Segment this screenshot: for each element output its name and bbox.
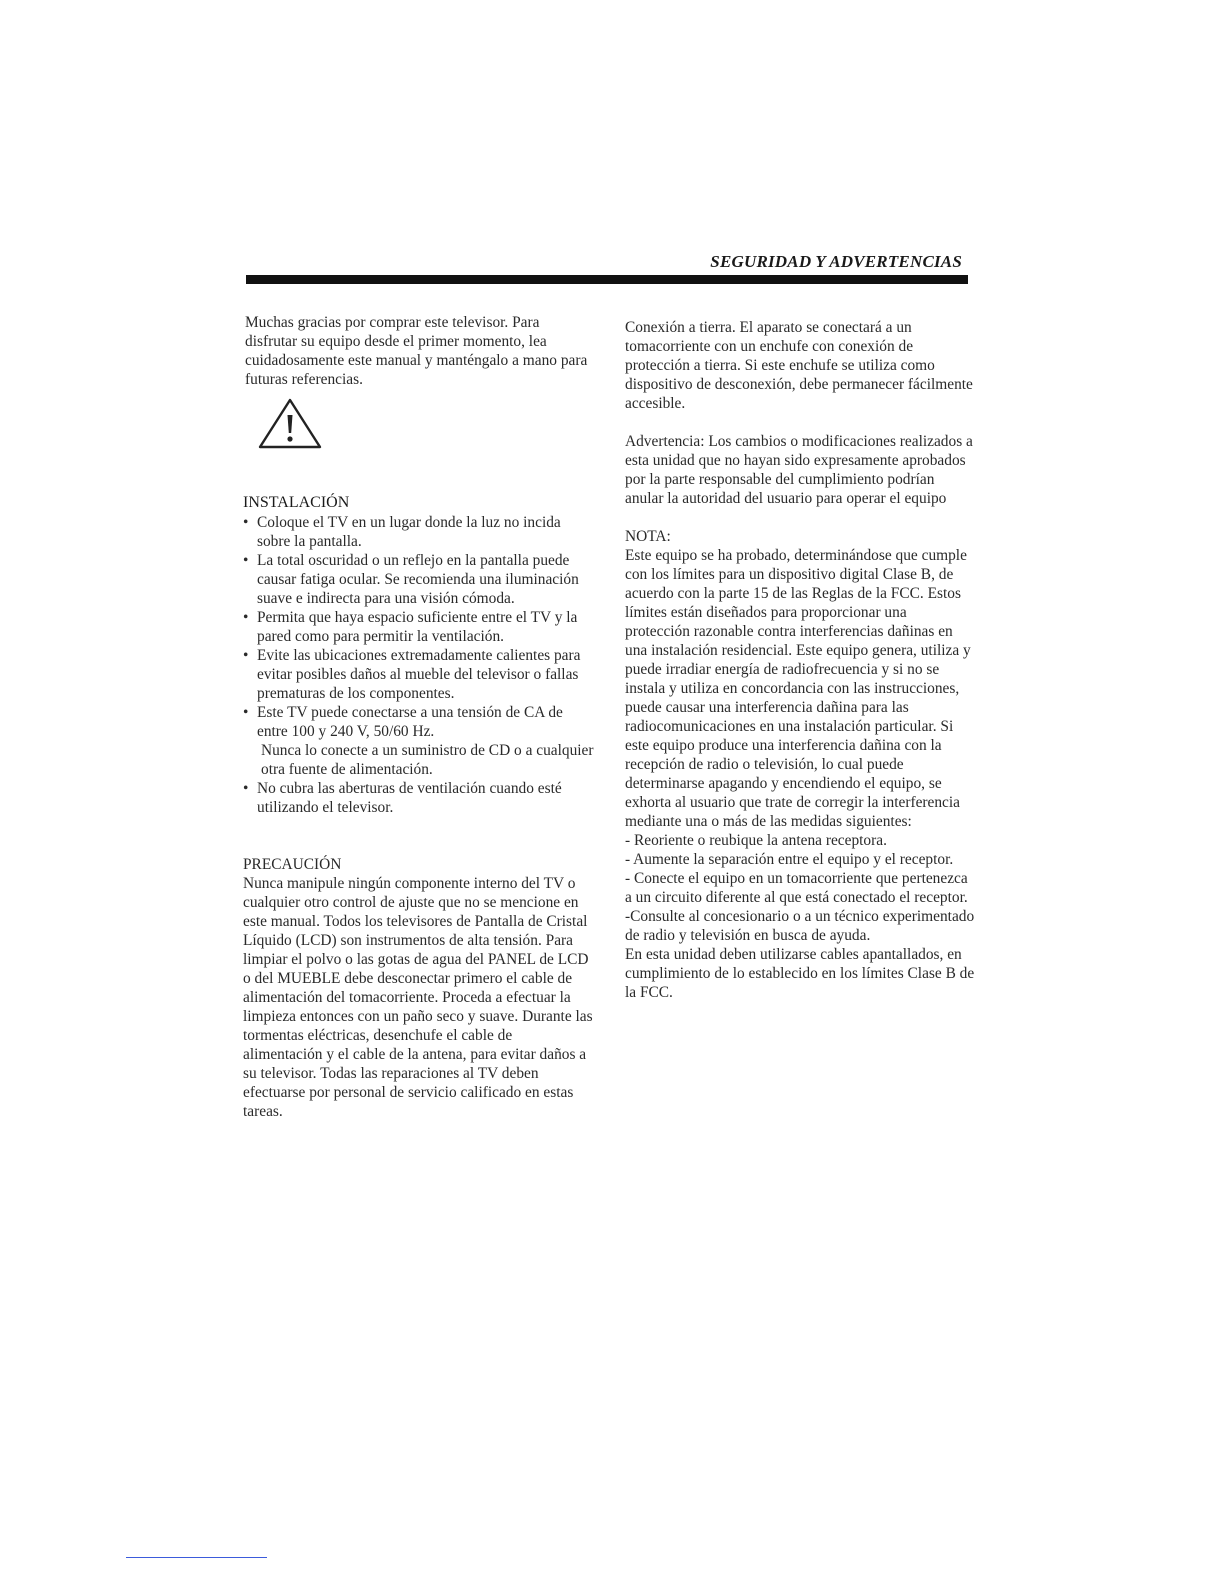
measure-item: -Consulte al concesionario o a un técnico experimentado de radio y televisión en busca de ayuda. xyxy=(625,908,975,944)
warning-paragraph: Advertencia: Los cambios o modificaciones realizados a esta unidad que no hayan sido expresamente aprobados por la parte responsable del cumplimiento podrían anular la autoridad del usuario para operar el equipo xyxy=(625,433,973,507)
precaution-title: PRECAUCIÓN xyxy=(243,856,342,873)
note-title: NOTA: xyxy=(625,528,671,545)
list-item: • La total oscuridad o un reflejo en la pantalla puede causar fatiga ocular. Se recomienda una iluminación suave e indirecta para una visión cómoda. xyxy=(243,551,595,608)
grounding-paragraph: Conexión a tierra. El aparato se conectará a un tomacorriente con un enchufe con conexión de protección a tierra. Si este enchufe se utiliza como dispositivo de desconexión, debe permanecer fácilmente accesible. xyxy=(625,319,973,412)
list-item-text: Este TV puede conectarse a una tensión de CA de entre 100 y 240 V, 50/60 Hz. xyxy=(257,704,563,740)
installation-list xyxy=(243,513,595,817)
right-column xyxy=(625,318,975,1002)
precaution-body: Nunca manipule ningún componente interno del TV o cualquier otro control de ajuste que no se mencione en este manual. Todos los televisores de Pantalla de Cristal Líquido (LCD) son instrumentos de alta tensión. Para limpiar el polvo o las gotas de agua del PANEL de LCD o del MUEBLE debe desconectar primero el cable de alimentación del tomacorriente. Proceda a efectuar la limpieza entonces con un paño seco y suave. Durante las tormentas eléctricas, desenchufe el cable de alimentación y el cable de la antena, para evitar daños a su televisor. Todas las reparaciones al TV deben efectuarse por personal de servicio calificado en estas tareas. xyxy=(243,875,593,1120)
installation-title: INSTALACIÓN xyxy=(243,494,350,511)
intro-paragraph: Muchas gracias por comprar este televisor. Para disfrutar su equipo desde el primer momento, lea cuidadosamente este manual y manténgalo a mano para futuras referencias. xyxy=(245,314,588,388)
footer-link-line xyxy=(126,1557,267,1558)
measure-item: - Reoriente o reubique la antena receptora. xyxy=(625,832,887,849)
list-item xyxy=(243,703,595,779)
list-item: • Coloque el TV en un lugar donde la luz no incida sobre la pantalla. xyxy=(243,513,595,551)
measure-item: - Aumente la separación entre el equipo y el receptor. xyxy=(625,851,954,868)
warning-triangle-icon xyxy=(257,397,323,451)
page-header-title: SEGURIDAD Y ADVERTENCIAS xyxy=(710,252,962,271)
header-rule xyxy=(246,275,968,284)
dc-supply-note: Nunca lo conecte a un suministro de CD o a cualquier otra fuente de alimentación. xyxy=(261,742,594,778)
list-item: • Permita que haya espacio suficiente entre el TV y la pared como para permitir la ventilación. xyxy=(243,608,595,646)
list-item: • Evite las ubicaciones extremadamente calientes para evitar posibles daños al mueble del televisor o fallas prematuras de los componentes. xyxy=(243,646,595,703)
measure-item: - Conecte el equipo en un tomacorriente que pertenezca a un circuito diferente al que está conectado el receptor. xyxy=(625,870,968,906)
list-item: • No cubra las aberturas de ventilación cuando esté utilizando el televisor. xyxy=(243,779,595,817)
note-body: Este equipo se ha probado, determinándose que cumple con los límites para un dispositivo digital Clase B, de acuerdo con la parte 15 de las Reglas de la FCC. Estos límites están diseñados para proporcionar una protección razonable contra interferencias dañinas en una instalación residencial. Este equipo genera, utiliza y puede irradiar energía de radiofrecuencia y si no se instala y utiliza en concordancia con las instrucciones, puede causar una interferencia dañina para las radiocomunicaciones en una instalación particular. Si este equipo produce una interferencia dañina con la recepción de radio o televisión, lo cual puede determinarse apagando y encendiendo el equipo, se exhorta al usuario que trate de corregir la interferencia mediante una o más de las medidas siguientes: xyxy=(625,547,971,830)
cables-paragraph: En esta unidad deben utilizarse cables apantallados, en cumplimiento de lo establecido en los límites Clase B de la FCC. xyxy=(625,946,975,1001)
left-column xyxy=(243,313,595,1121)
